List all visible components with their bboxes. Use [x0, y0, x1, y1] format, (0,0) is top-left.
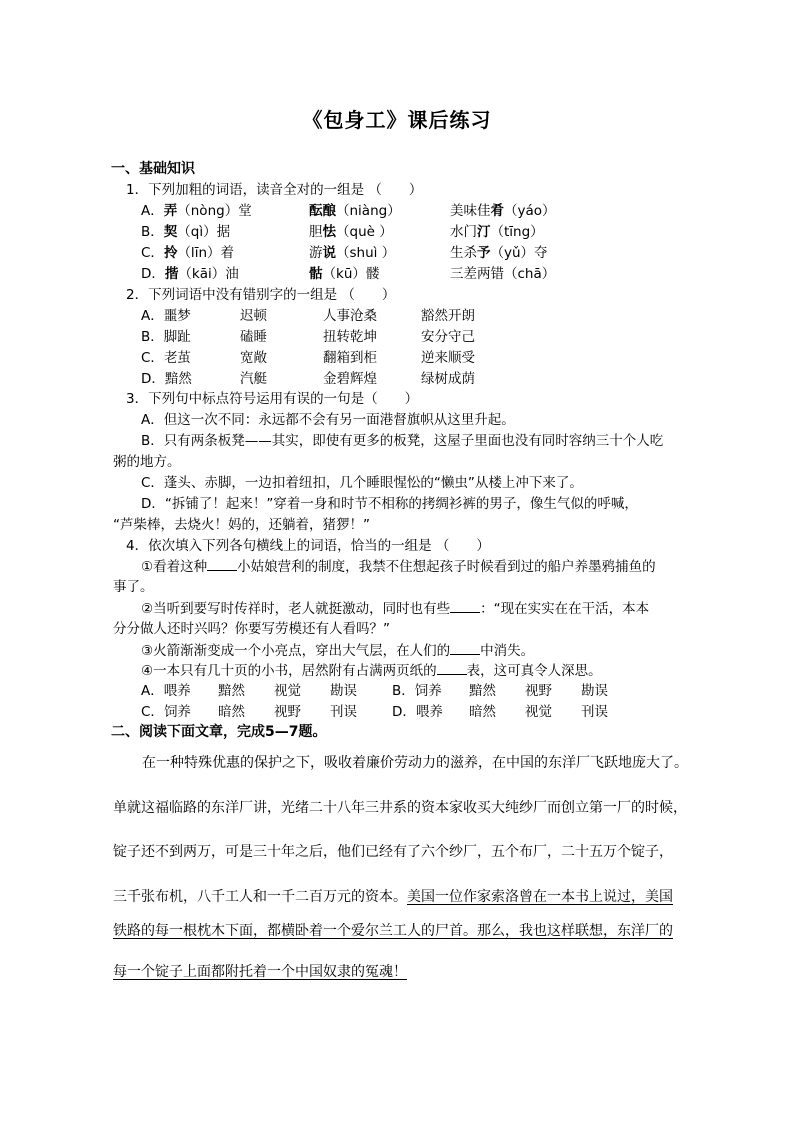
passage-line-3: 锭子还不到两万，可是三十年之后，他们已经有了六个纱厂，五个布厂，二十五万个锭子，: [113, 844, 673, 860]
question-3-option-a: A．但这一次不同：永远都不会有另一面港督旗帜从这里升起。: [141, 412, 515, 428]
question-4-sentence-3: ③火箭渐渐变成一个小亮点，穿出大气层，在人们的 中消失。: [141, 643, 535, 659]
fill-blank-2[interactable]: [450, 599, 480, 613]
passage-line-5: 铁路的每一根枕木下面，都横卧着一个爱尔兰工人的尸首。那么，我也这样联想，东洋厂的: [113, 923, 673, 939]
question-4-sentence-2: ②当听到要写时传祥时，老人就挺激动，同时也有些 ：“现在实实在在干活，本本: [141, 601, 650, 617]
page-title: 《包身工》课后练习: [302, 108, 492, 132]
question-3-option-b-line1: B．只有两条板凳——其实，即使有更多的板凳，这屋子里面也没有同时容纳三十个人吃: [141, 433, 664, 449]
passage-line-6: 每一个锭子上面都附托着一个中国奴隶的冤魂！: [113, 964, 407, 980]
section-heading-reading: 二、阅读下面文章，完成5—7题。: [111, 724, 327, 740]
question-4-sentence-2-cont: 分分做人还时兴吗？你要写劳模还有人看吗？”: [113, 621, 390, 637]
question-3-stem: 3．下列句中标点符号运用有误的一句是（ ）: [126, 391, 419, 407]
question-3-option-b-line2: 粥的地方。: [113, 454, 181, 470]
section-heading-basics: 一、基础知识: [111, 161, 195, 177]
question-4-sentence-1: ①看着这种 小姑娘营利的制度，我禁不住想起孩子时候看到过的船户养墨鸦捕鱼的: [141, 559, 656, 575]
question-3-option-d-line1: D．“拆铺了！起来！”穿着一身和时节不相称的拷绸衫裤的男子，像生气似的呼喊，: [141, 496, 638, 512]
underlined-quote-start: 美国一位作家索洛曾在一本书上说过，美国: [407, 889, 673, 905]
passage-line-1: 在一种特殊优惠的保护之下，吸收着廉价劳动力的滋养，在中国的东洋厂飞跃地庞大了。: [142, 755, 688, 771]
question-4-sentence-1-cont: 事了。: [113, 579, 154, 595]
fill-blank-4[interactable]: [437, 661, 467, 675]
question-3-option-d-line2: “芦柴棒，去烧火！妈的，还躺着，猪猡！”: [113, 517, 370, 533]
question-4-stem: 4．依次填入下列各句横线上的词语，恰当的一组是 （ ）: [126, 538, 490, 554]
document-page: 《包身工》课后练习 一、基础知识 1．下列加粗的词语，读音全对的一组是 （ ） A．弄（nòng）堂 酝酿（niàng） 美味佳肴（yáo） B．契（qì）据 胆怯（què ） 水门汀（tīng） C．拎（līn）着 游说（shuì ） 生杀予（yǔ）夺 D．揩（kāi）油 骷（kū）髅 三差两错（chā） 2．下列词语中没有错别字的一组是 （ ） A．噩梦 迟顿 人事沧桑 豁然开朗 B．脚趾 磕睡 扭转乾坤 安分守己 C．老茧 宽敞 翻箱到柜 逆来顺受 D．黯然 汽艇 金碧辉煌 绿树成荫 3．下列句中标点符号运用有误的一句是（ ） A．但这一次不同：永远都不会有另一面港督旗帜从这里升起。 B．只有两条板凳——其实，即使有更多的板凳，这屋子里面也没有同时容纳三十个人吃 粥的地方。 C．蓬头、赤脚，一边扣着纽扣，几个睡眼惺忪的“懒虫”从楼上冲下来了。 D．“拆铺了！起来！”穿着一身和时节不相称的拷绸衫裤的男子，像生气似的呼喊， “芦柴棒，去烧火！妈的，还躺着，猪猡！” 4．依次填入下列各句横线上的词语，恰当的一组是 （ ） ①看着这种 小姑娘营利的制度，我禁不住想起孩子时候看到过的船户养墨鸦捕鱼的 事了。 ②当听到要写时传祥时，老人就挺激动，同时也有些 ：“现在实实在在干活，本本 分分做人还时兴吗？你要写劳模还有人看吗？” ③火箭渐渐变成一个小亮点，穿出大气层，在人们的 中消失。 ④一本只有几十页的小书，居然附有占满两页纸的 表，这可真令人深思。 A．喂养 黯然 视觉 勘误 B．饲养 黯然 视野 勘误 C．饲养 暗然 视野 刊误 D．喂养 暗然 视觉 刊误 二、阅读下面文章，完成5—7题。 在一种特殊优惠的保护之下，吸收着廉价劳动力的滋养，在中国的东洋厂飞跃地庞大了。 单就这福临路的东洋厂讲，光绪二十八年三井系的资本家收买大纯纱厂而创立第一厂的时候， 锭子还不到两万，可是三十年之后，他们已经有了六个纱厂，五个布厂，二十五万个锭子， 三千张布机，八千工人和一千二百万元的资本。美国一位作家索洛曾在一本书上说过，美国 铁路的每一根枕木下面，都横卧着一个爱尔兰工人的尸首。那么，我也这样联想，东洋厂的 每一个锭子上面都附托着一个中国奴隶的冤魂！: [0, 0, 794, 1123]
question-1-stem: 1．下列加粗的词语，读音全对的一组是 （ ）: [126, 182, 423, 198]
question-3-option-c: C．蓬头、赤脚，一边扣着纽扣，几个睡眼惺忪的“懒虫”从楼上冲下来了。: [141, 475, 583, 491]
question-2-stem: 2．下列词语中没有错别字的一组是 （ ）: [126, 287, 396, 303]
passage-line-2: 单就这福临路的东洋厂讲，光绪二十八年三井系的资本家收买大纯纱厂而创立第一厂的时候，: [113, 800, 687, 816]
passage-line-4: 三千张布机，八千工人和一千二百万元的资本。美国一位作家索洛曾在一本书上说过，美国: [113, 889, 673, 905]
question-4-sentence-4: ④一本只有几十页的小书，居然附有占满两页纸的 表，这可真令人深思。: [141, 663, 602, 679]
fill-blank-1[interactable]: [207, 557, 237, 571]
fill-blank-3[interactable]: [450, 641, 480, 655]
